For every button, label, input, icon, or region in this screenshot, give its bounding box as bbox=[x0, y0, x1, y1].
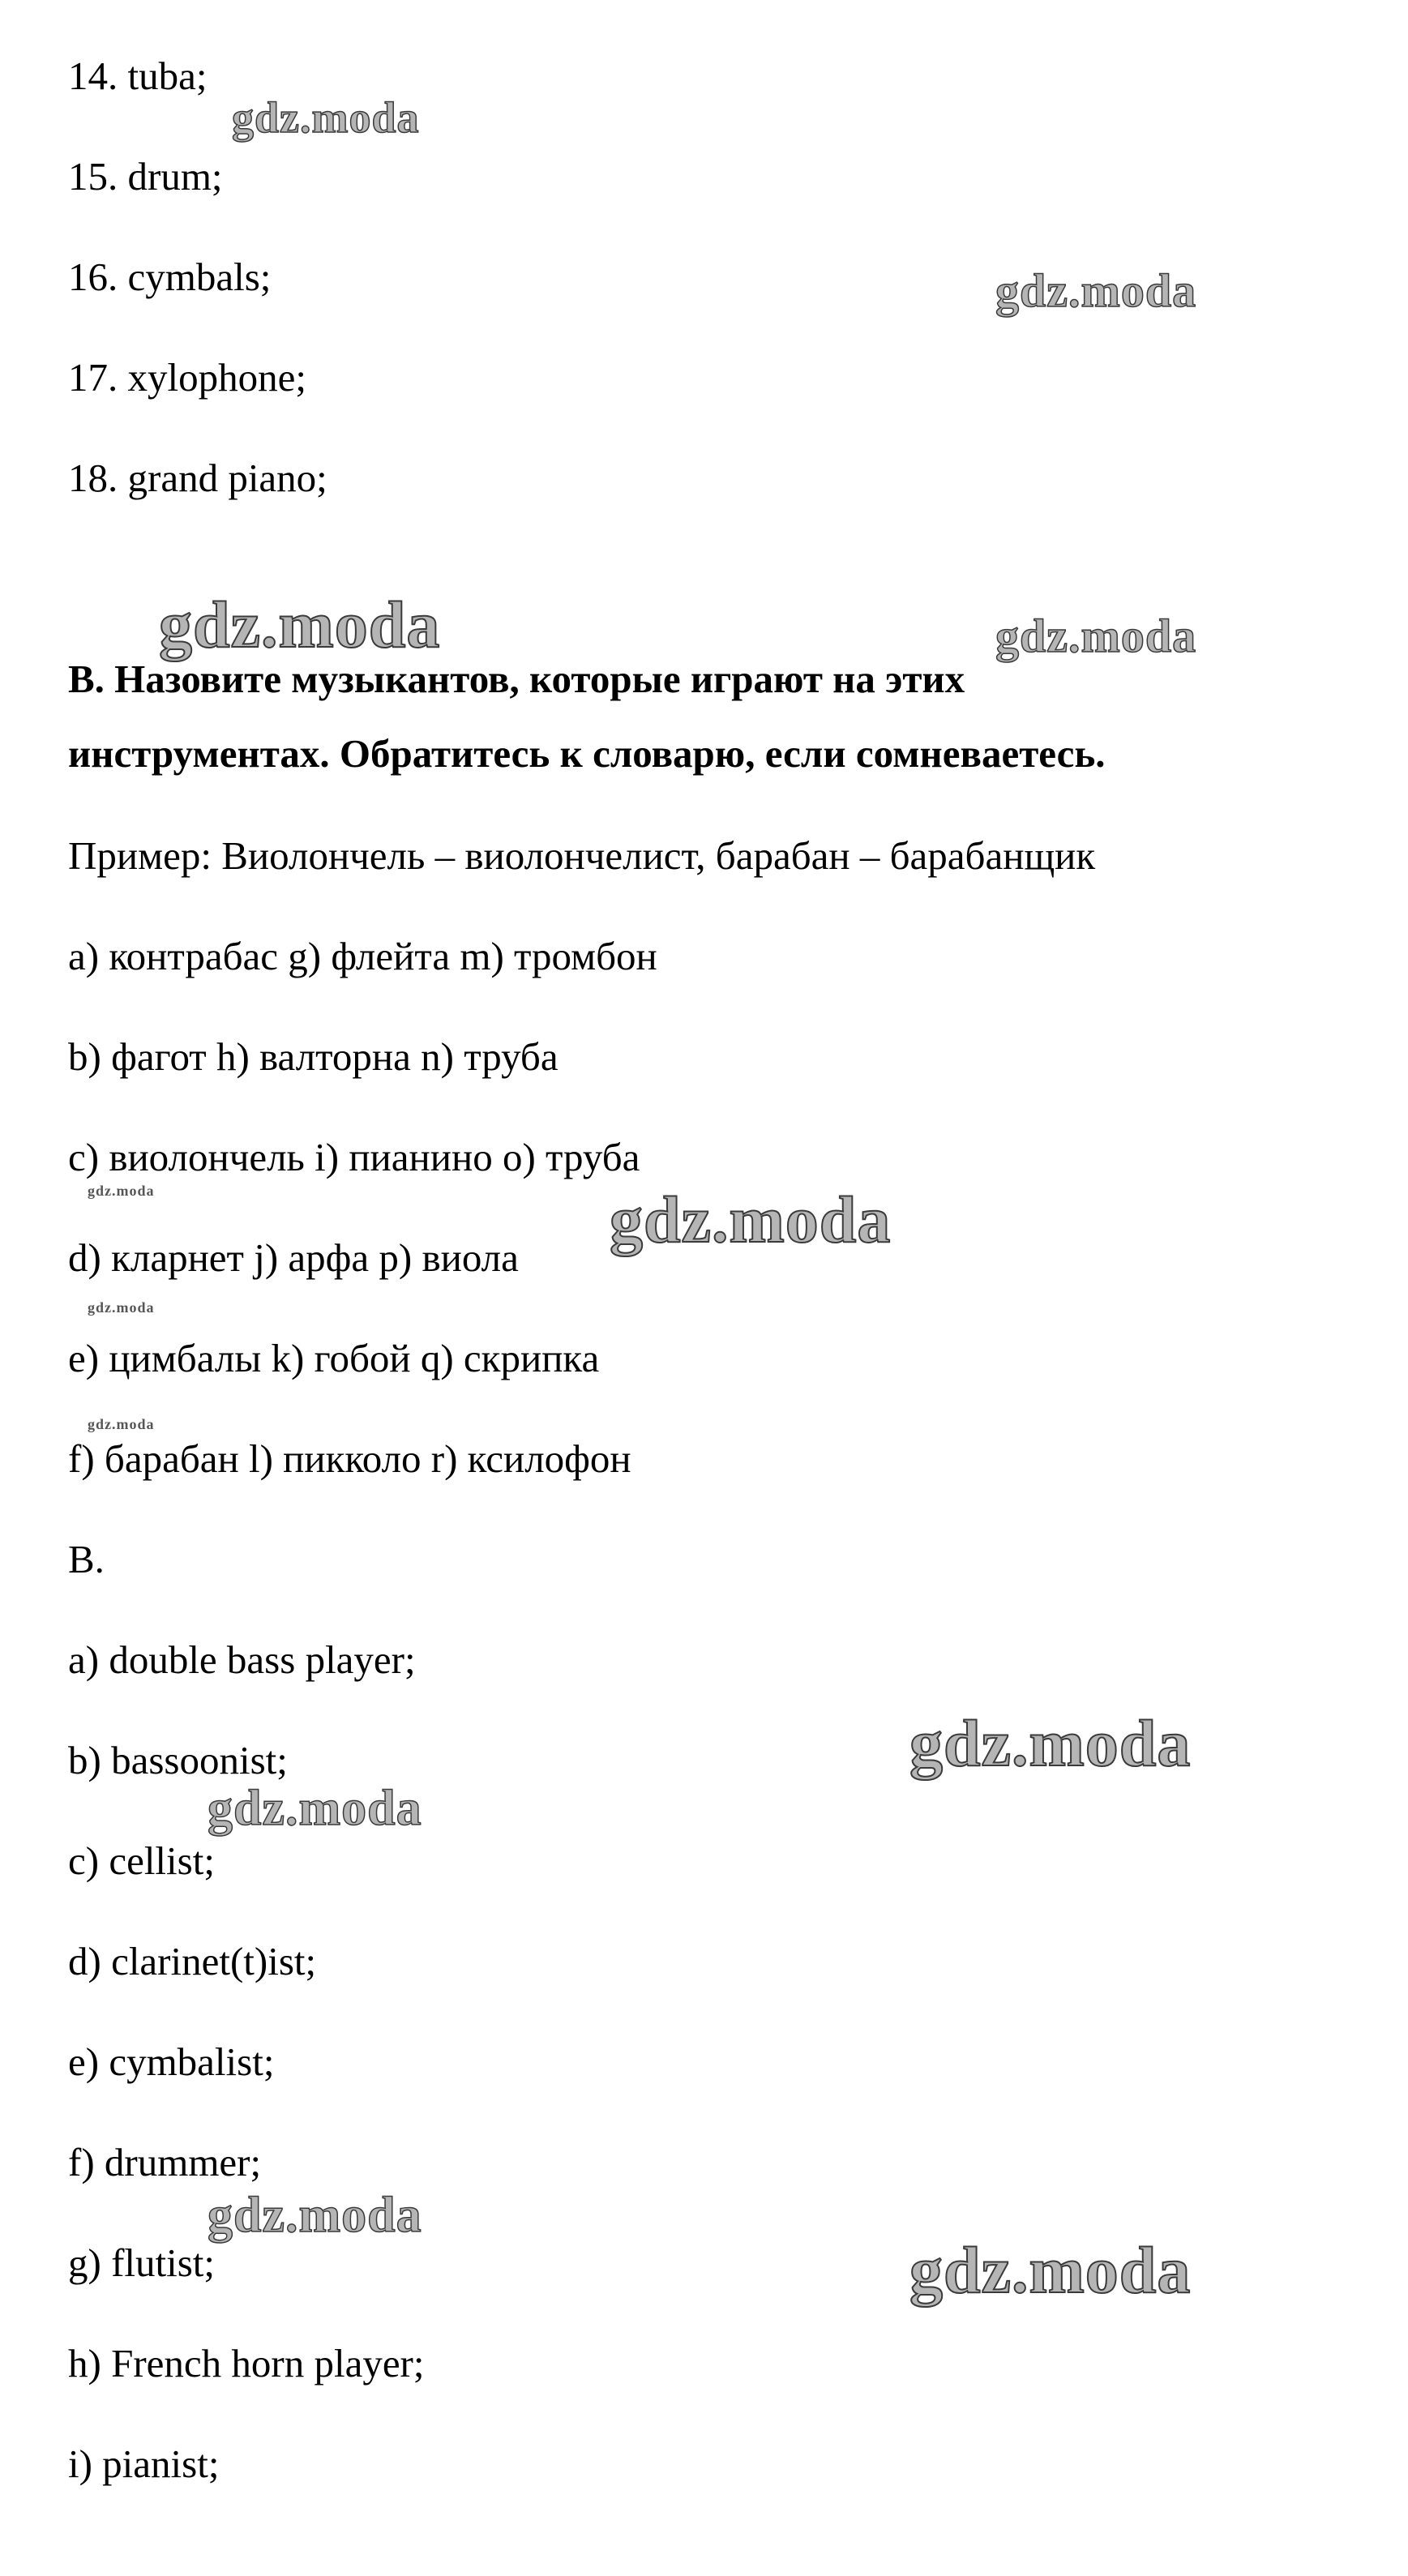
answer-item-d: d) clarinet(t)ist; bbox=[68, 1939, 317, 1983]
answer-item-e: e) cymbalist; bbox=[68, 2039, 275, 2084]
answer-item-a: a) double bass player; bbox=[68, 1637, 416, 1682]
instrument-row-c: c) виолончель i) пианино o) труба bbox=[68, 1135, 640, 1179]
answer-item-c: c) cellist; bbox=[68, 1838, 215, 1883]
answer-item-g: g) flutist; bbox=[68, 2240, 216, 2285]
instrument-row-f: f) барабан l) пикколо r) ксилофон bbox=[68, 1436, 631, 1481]
instrument-row-b: b) фагот h) валторна n) труба bbox=[68, 1034, 558, 1079]
watermark: gdz.moda bbox=[88, 1416, 155, 1432]
watermark: gdz.moda bbox=[159, 588, 441, 661]
answer-item-f: f) drummer; bbox=[68, 2140, 262, 2184]
instrument-row-d: d) кларнет j) арфа p) виола bbox=[68, 1235, 519, 1280]
list-item-16: 16. cymbals; bbox=[68, 255, 272, 299]
watermark: gdz.moda bbox=[909, 1706, 1192, 1780]
instrument-row-a: a) контрабас g) флейта m) тромбон bbox=[68, 934, 657, 978]
watermark: gdz.moda bbox=[610, 1183, 892, 1256]
answer-label: B. bbox=[68, 1537, 105, 1581]
watermark: gdz.moda bbox=[909, 2233, 1192, 2307]
watermark: gdz.moda bbox=[88, 1183, 155, 1199]
watermark: gdz.moda bbox=[995, 264, 1197, 317]
watermark: gdz.moda bbox=[88, 1299, 155, 1316]
answer-item-i: i) pianist; bbox=[68, 2441, 220, 2486]
section-heading-line2: инструментах. Обратитесь к словарю, если сомневаетесь. bbox=[68, 731, 1106, 776]
list-item-17: 17. xylophone; bbox=[68, 355, 306, 400]
watermark: gdz.moda bbox=[208, 1781, 422, 1836]
example-text: Пример: Виолончель – виолончелист, барабан – барабанщик bbox=[68, 833, 1096, 878]
instrument-row-e: e) цимбалы k) гобой q) скрипка bbox=[68, 1336, 600, 1380]
list-item-18: 18. grand piano; bbox=[68, 456, 327, 500]
watermark: gdz.moda bbox=[995, 610, 1197, 662]
list-item-15: 15. drum; bbox=[68, 154, 223, 199]
watermark: gdz.moda bbox=[208, 2188, 422, 2243]
answer-item-h: h) French horn player; bbox=[68, 2341, 425, 2386]
answer-item-b: b) bassoonist; bbox=[68, 1738, 288, 1782]
watermark: gdz.moda bbox=[232, 93, 420, 142]
list-item-14: 14. tuba; bbox=[68, 53, 208, 98]
section-heading-line1: B. Назовите музыкантов, которые играют на этих bbox=[68, 657, 965, 701]
